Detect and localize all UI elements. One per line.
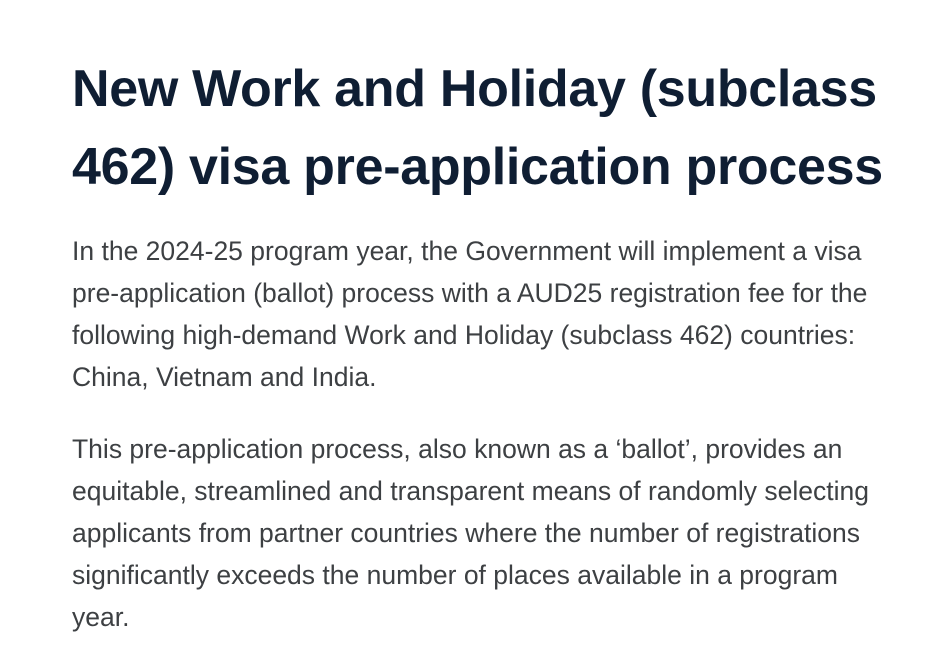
ballot-description-paragraph: This pre-application process, also known as a ‘ballot’, provides an equitable, streamlined and transparent means of randomly selecting applicants from partner countries where the number of registrations significantly exceeds the number of places available in a program year. <box>72 434 869 632</box>
article <box>72 50 902 638</box>
intro-paragraph: In the 2024-25 program year, the Government will implement a visa pre-application (ballot) process with a AUD25 registration fee for the following high-demand Work and Holiday (subclass 462) countries: China, Vietnam and India. <box>72 236 868 392</box>
page-title: New Work and Holiday (subclass 462) visa pre-application process <box>72 60 883 196</box>
